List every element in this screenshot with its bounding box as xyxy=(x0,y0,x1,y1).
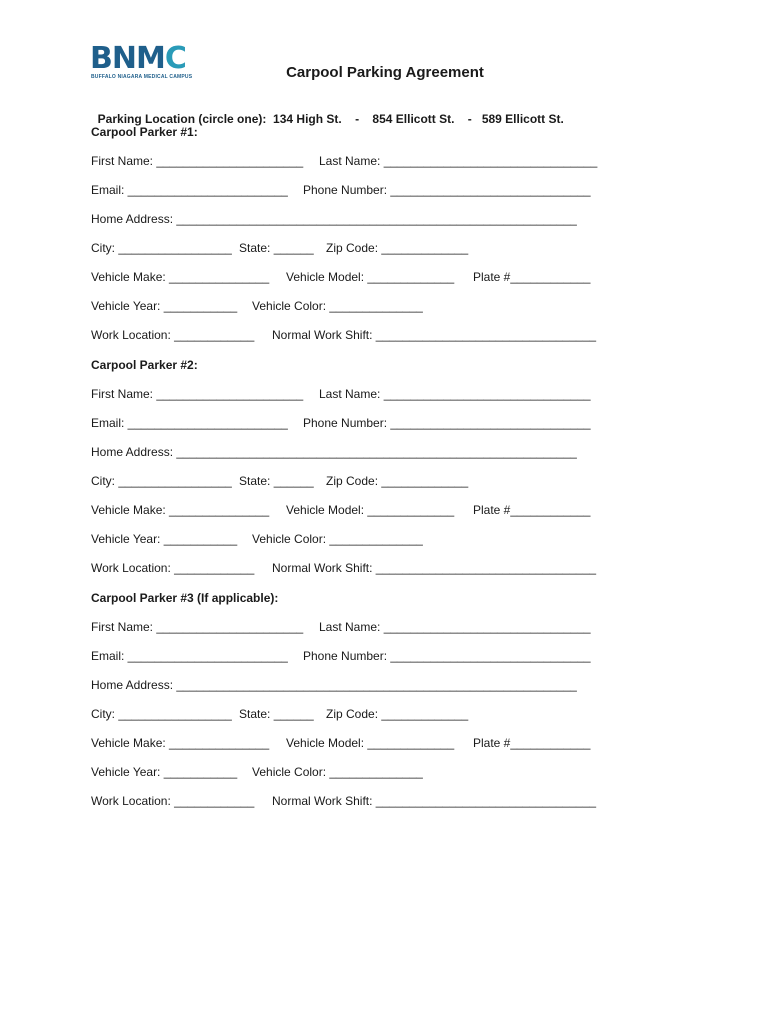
city-field[interactable]: City: _________________ xyxy=(91,241,232,255)
first-name-field[interactable]: First Name: ______________________ xyxy=(91,154,304,168)
plate-field[interactable]: Plate #____________ xyxy=(473,270,591,284)
parking-location-label: Parking Location (circle one): xyxy=(97,112,267,126)
vehicle-make-field[interactable]: Vehicle Make: _______________ xyxy=(91,270,270,284)
email-field[interactable]: Email: ________________________ xyxy=(91,416,288,430)
work-location-field[interactable]: Work Location: ____________ xyxy=(91,561,255,575)
home-address-field[interactable]: Home Address: ____________________________________________________________ xyxy=(91,678,577,692)
vehicle-color-field[interactable]: Vehicle Color: ______________ xyxy=(252,532,423,546)
logo-subtitle: BUFFALO NIAGARA MEDICAL CAMPUS xyxy=(91,74,193,80)
city-field[interactable]: City: _________________ xyxy=(91,474,232,488)
phone-number-field[interactable]: Phone Number: ______________________________ xyxy=(303,183,591,197)
parker-heading: Carpool Parker #3 (If applicable): xyxy=(91,591,279,605)
work-location-field[interactable]: Work Location: ____________ xyxy=(91,794,255,808)
parker-heading: Carpool Parker #2: xyxy=(91,358,198,372)
last-name-field[interactable]: Last Name: _______________________________ xyxy=(319,620,591,634)
vehicle-make-field[interactable]: Vehicle Make: _______________ xyxy=(91,503,270,517)
last-name-field[interactable]: Last Name: _______________________________ xyxy=(319,387,591,401)
plate-field[interactable]: Plate #____________ xyxy=(473,736,591,750)
vehicle-year-field[interactable]: Vehicle Year: ___________ xyxy=(91,765,238,779)
vehicle-model-field[interactable]: Vehicle Model: _____________ xyxy=(286,270,455,284)
zip-code-field[interactable]: Zip Code: _____________ xyxy=(326,707,469,721)
parking-location-line: Parking Location (circle one): 134 High St. - 854 Ellicott St. - 589 Ellicott St. xyxy=(97,112,564,126)
vehicle-year-field[interactable]: Vehicle Year: ___________ xyxy=(91,532,238,546)
zip-code-field[interactable]: Zip Code: _____________ xyxy=(326,241,469,255)
plate-field[interactable]: Plate #____________ xyxy=(473,503,591,517)
zip-code-field[interactable]: Zip Code: _____________ xyxy=(326,474,469,488)
work-location-field[interactable]: Work Location: ____________ xyxy=(91,328,255,342)
state-field[interactable]: State: ______ xyxy=(239,241,314,255)
state-field[interactable]: State: ______ xyxy=(239,707,314,721)
vehicle-color-field[interactable]: Vehicle Color: ______________ xyxy=(252,299,423,313)
home-address-field[interactable]: Home Address: ____________________________________________________________ xyxy=(91,445,577,459)
email-field[interactable]: Email: ________________________ xyxy=(91,183,288,197)
home-address-field[interactable]: Home Address: ____________________________________________________________ xyxy=(91,212,577,226)
location-option-2: 854 Ellicott St. xyxy=(372,112,455,126)
vehicle-model-field[interactable]: Vehicle Model: _____________ xyxy=(286,736,455,750)
location-option-3: 589 Ellicott St. xyxy=(481,112,564,126)
vehicle-model-field[interactable]: Vehicle Model: _____________ xyxy=(286,503,455,517)
vehicle-make-field[interactable]: Vehicle Make: _______________ xyxy=(91,736,270,750)
work-shift-field[interactable]: Normal Work Shift: _________________________________ xyxy=(272,794,597,808)
first-name-field[interactable]: First Name: ______________________ xyxy=(91,620,304,634)
last-name-field[interactable]: Last Name: ________________________________ xyxy=(319,154,598,168)
page-title: Carpool Parking Agreement xyxy=(286,64,484,81)
location-option-1: 134 High St. xyxy=(273,112,342,126)
work-shift-field[interactable]: Normal Work Shift: _________________________________ xyxy=(272,561,597,575)
logo-wordmark: BNMC xyxy=(90,41,186,76)
vehicle-color-field[interactable]: Vehicle Color: ______________ xyxy=(252,765,423,779)
state-field[interactable]: State: ______ xyxy=(239,474,314,488)
city-field[interactable]: City: _________________ xyxy=(91,707,232,721)
first-name-field[interactable]: First Name: ______________________ xyxy=(91,387,304,401)
phone-number-field[interactable]: Phone Number: ______________________________ xyxy=(303,416,591,430)
phone-number-field[interactable]: Phone Number: ______________________________ xyxy=(303,649,591,663)
work-shift-field[interactable]: Normal Work Shift: _________________________________ xyxy=(272,328,597,342)
parker-heading: Carpool Parker #1: xyxy=(91,125,198,139)
email-field[interactable]: Email: ________________________ xyxy=(91,649,288,663)
vehicle-year-field[interactable]: Vehicle Year: ___________ xyxy=(91,299,238,313)
